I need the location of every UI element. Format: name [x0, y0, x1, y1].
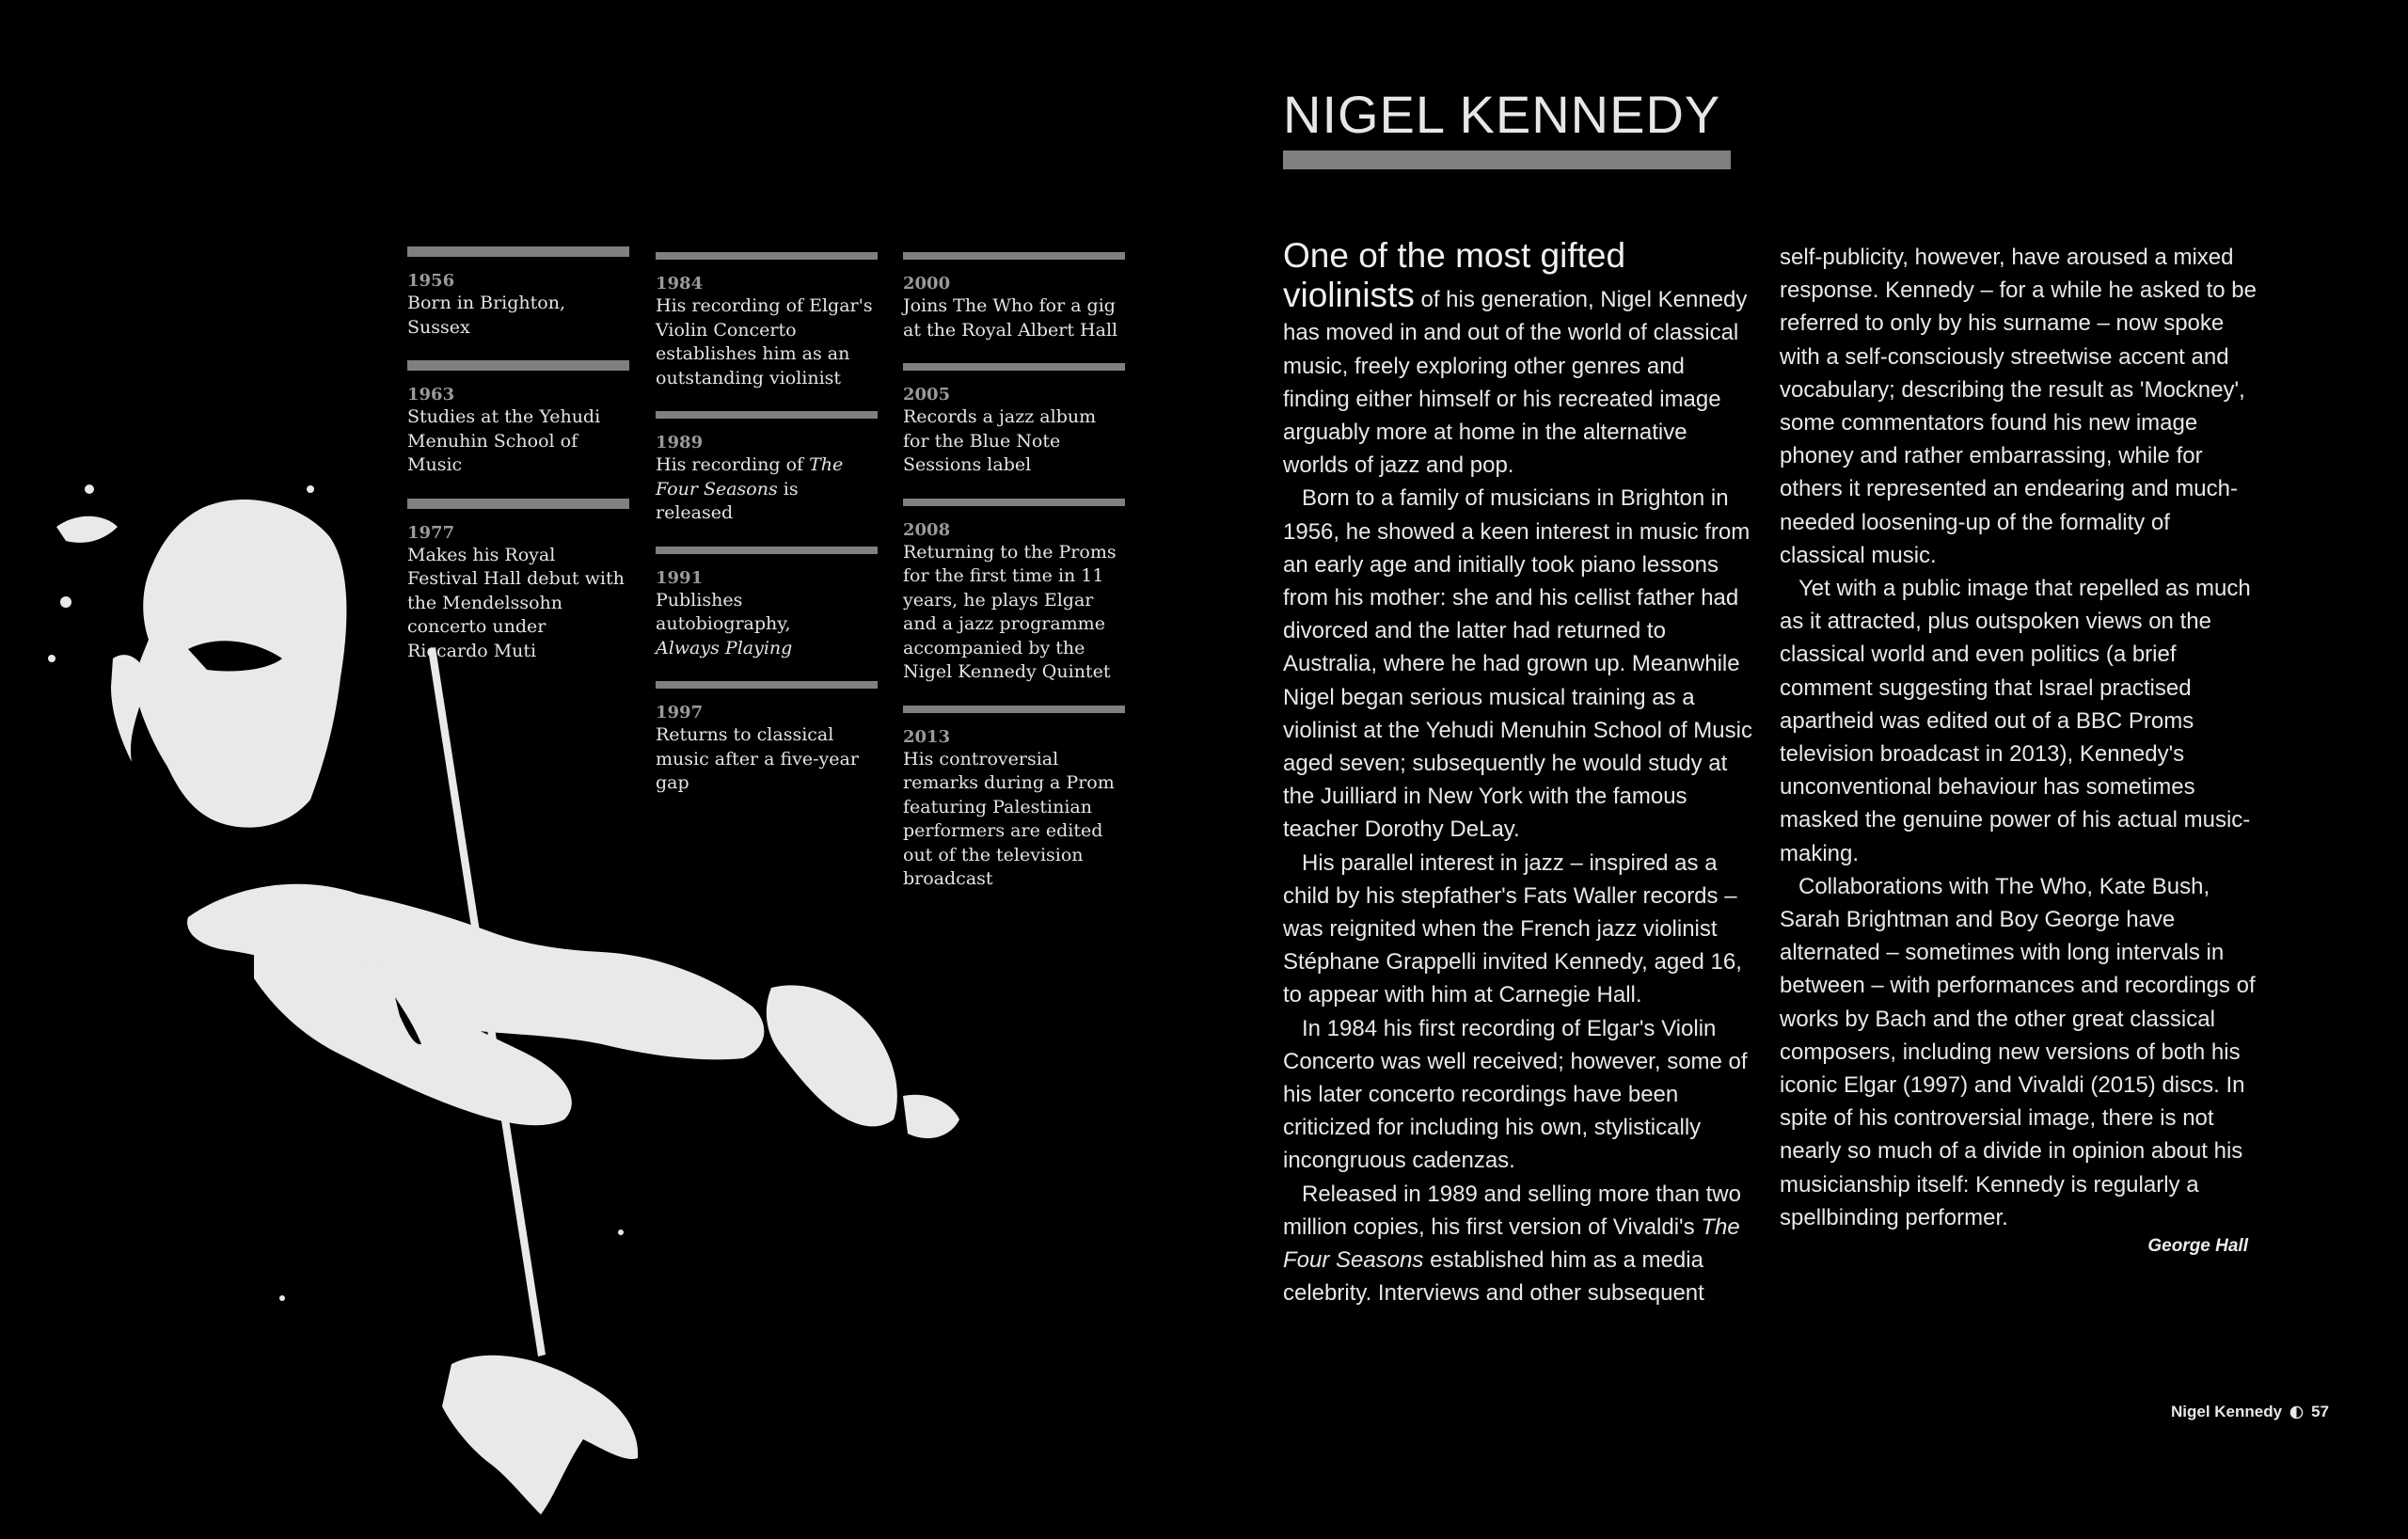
paragraph-text: Released in 1989 and selling more than two million copies, his first version of Vivaldi's [1283, 1181, 1741, 1240]
timeline-rule [903, 363, 1125, 371]
timeline-rule [407, 499, 629, 509]
timeline-year: 2013 [903, 726, 951, 747]
page-title: NIGEL KENNEDY [1283, 85, 1721, 144]
timeline-text [656, 453, 878, 526]
timeline-year: 1989 [656, 433, 704, 452]
timeline-year: 1997 [656, 703, 704, 722]
timeline-column-2 [656, 252, 878, 817]
article-paragraph [1283, 1178, 1753, 1310]
timeline-text-part: is released [656, 478, 799, 523]
timeline-rule [407, 246, 629, 257]
running-title: Nigel Kennedy [2170, 1403, 2283, 1420]
timeline-entry [656, 411, 878, 526]
timeline-rule [656, 411, 878, 419]
timeline-entry [656, 547, 878, 661]
article-paragraph: Collaborations with The Who, Kate Bush, Sarah Brightman and Boy George have alternated – sometimes with long intervals in between – with performances and recordings of works by Bach and the other great classical composers, including new versions of both his iconic Elgar (1997) and Vivaldi (2015) discs. In spite of his controversial image, there is not nearly so much of a divide in opinion about his musicianship itself: Kennedy is regularly a spellbinding performer. [1780, 873, 2256, 1230]
article-paragraph: In 1984 his first recording of Elgar's Violin Concerto was well received; however, some of his later concerto recordings have been criticized for including his own, stylistically incongruous cadenzas. [1283, 1015, 1748, 1174]
timeline-text: His controversial remarks during a Prom featuring Palestinian performers are edited out of the television broadcast [903, 748, 1115, 889]
hair-speckle [56, 516, 118, 543]
page-footer [2171, 1403, 2329, 1421]
timeline-text-italic: Always Playing [656, 637, 793, 658]
timeline-text: His recording of Elgar's Violin Concerto establishes him as an outstanding violinist [656, 295, 873, 389]
timeline-year: 1991 [656, 567, 704, 588]
timeline-rule [656, 547, 878, 554]
timeline-entry [903, 499, 1125, 685]
title-rule [1283, 151, 1731, 169]
timeline-text [656, 589, 878, 661]
paragraph-text: established him as a media celebrity. Interviews and other subsequent [1283, 1247, 1704, 1307]
timeline-year: 1984 [656, 274, 704, 294]
article-column-2 [1780, 241, 2259, 1234]
author-signature: George Hall [2147, 1236, 2248, 1256]
timeline-entry [656, 681, 878, 796]
timeline-entry [407, 499, 629, 664]
article-paragraph: Born to a family of musicians in Brighton in 1956, he showed a keen interest in music from an early age and initially took piano lessons from his mother: she and his cellist father had divorced and the latter had returned to Australia, where he had grown up. Meanwhile Nigel began serious musical training as a violinist at the Yehudi Menuhin School of Music aged seven; subsequently he would study at the Juilliard in New York with the famous teacher Dorothy DeLay. [1283, 485, 1752, 843]
timeline-entry [407, 246, 629, 340]
timeline-year: 1963 [407, 385, 455, 405]
timeline-column-3 [903, 252, 1125, 912]
article-paragraph: Yet with a public image that repelled as much as it attracted, plus outspoken views on the classical world and even politics (a brief comment suggesting that Israel practised apartheid was edited out of a BBC Proms television broadcast in 2013), Kennedy's unconventional behaviour has sometimes masked the genuine power of his actual music-making. [1780, 576, 2251, 866]
article-paragraph: self-publicity, however, have aroused a mixed response. Kennedy – for a while he asked to be referred to only by his surname – now spoke with a self-consciously streetwise accent and vocabulary; describing the result as 'Mockney', some commentators found his new image phoney and rather embarrassing, while for others it represented an endearing and much-needed loosening-up of the formality of classical music. [1780, 245, 2257, 568]
timeline-year: 1977 [407, 522, 455, 543]
paragraph-italic: The Four Seasons [1283, 1214, 1740, 1274]
timeline-entry [407, 360, 629, 478]
timeline-text: Makes his Royal Festival Hall debut with the Mendelssohn concerto under Riccardo Muti [407, 544, 625, 661]
timeline-text: Joins The Who for a gig at the Royal Albert Hall [903, 295, 1118, 341]
timeline-rule [656, 681, 878, 689]
timeline-text-part: Publishes autobiography, [656, 589, 791, 634]
timeline-text: Returns to classical music after a five-year gap [656, 724, 859, 793]
timeline-text: Born in Brighton, Sussex [407, 293, 565, 338]
article-paragraph [1283, 237, 1753, 482]
hand-bow [442, 1356, 638, 1515]
lead-in: One of the most gifted violinists [1283, 236, 1626, 315]
scroll [903, 1095, 959, 1138]
timeline-text-part: His recording of [656, 454, 810, 475]
timeline-rule [656, 252, 878, 260]
hand-neck [767, 985, 897, 1126]
page-number: 57 [2311, 1403, 2329, 1420]
timeline-rule [903, 706, 1125, 713]
timeline-entry [903, 706, 1125, 892]
timeline-rule [407, 360, 629, 371]
timeline-year: 2008 [903, 519, 951, 540]
half-circle-icon [2289, 1405, 2304, 1420]
paragraph-text: of his generation, Nigel Kennedy has moved in and out of the world of classical music, freely exploring other genres and finding either himself or his recreated image arguably more at home in the alternative worlds of jazz and pop. [1283, 287, 1748, 479]
timeline-entry [903, 252, 1125, 342]
timeline-year: 2000 [903, 274, 951, 294]
timeline-rule [903, 252, 1125, 260]
timeline-text: Returning to the Proms for the first time in 11 years, he plays Elgar and a jazz programme accompanied by the Nigel Kennedy Quintet [903, 541, 1117, 682]
timeline-entry [656, 252, 878, 390]
article-column-1 [1283, 237, 1753, 1310]
timeline-year: 2005 [903, 385, 951, 405]
timeline-text: Records a jazz album for the Blue Note Sessions label [903, 406, 1097, 475]
timeline-year: 1956 [407, 271, 455, 291]
timeline-column-1 [407, 246, 629, 684]
timeline-text-italic: The Four Seasons [656, 454, 844, 500]
article-paragraph: His parallel interest in jazz – inspired as a child by his stepfather's Fats Waller records – was reignited when the French jazz violinist Stéphane Grappelli invited Kennedy, aged 16, to appear with him at Carnegie Hall. [1283, 849, 1742, 1008]
timeline-rule [903, 499, 1125, 506]
timeline-entry [903, 363, 1125, 478]
timeline-text: Studies at the Yehudi Menuhin School of Music [407, 406, 601, 475]
